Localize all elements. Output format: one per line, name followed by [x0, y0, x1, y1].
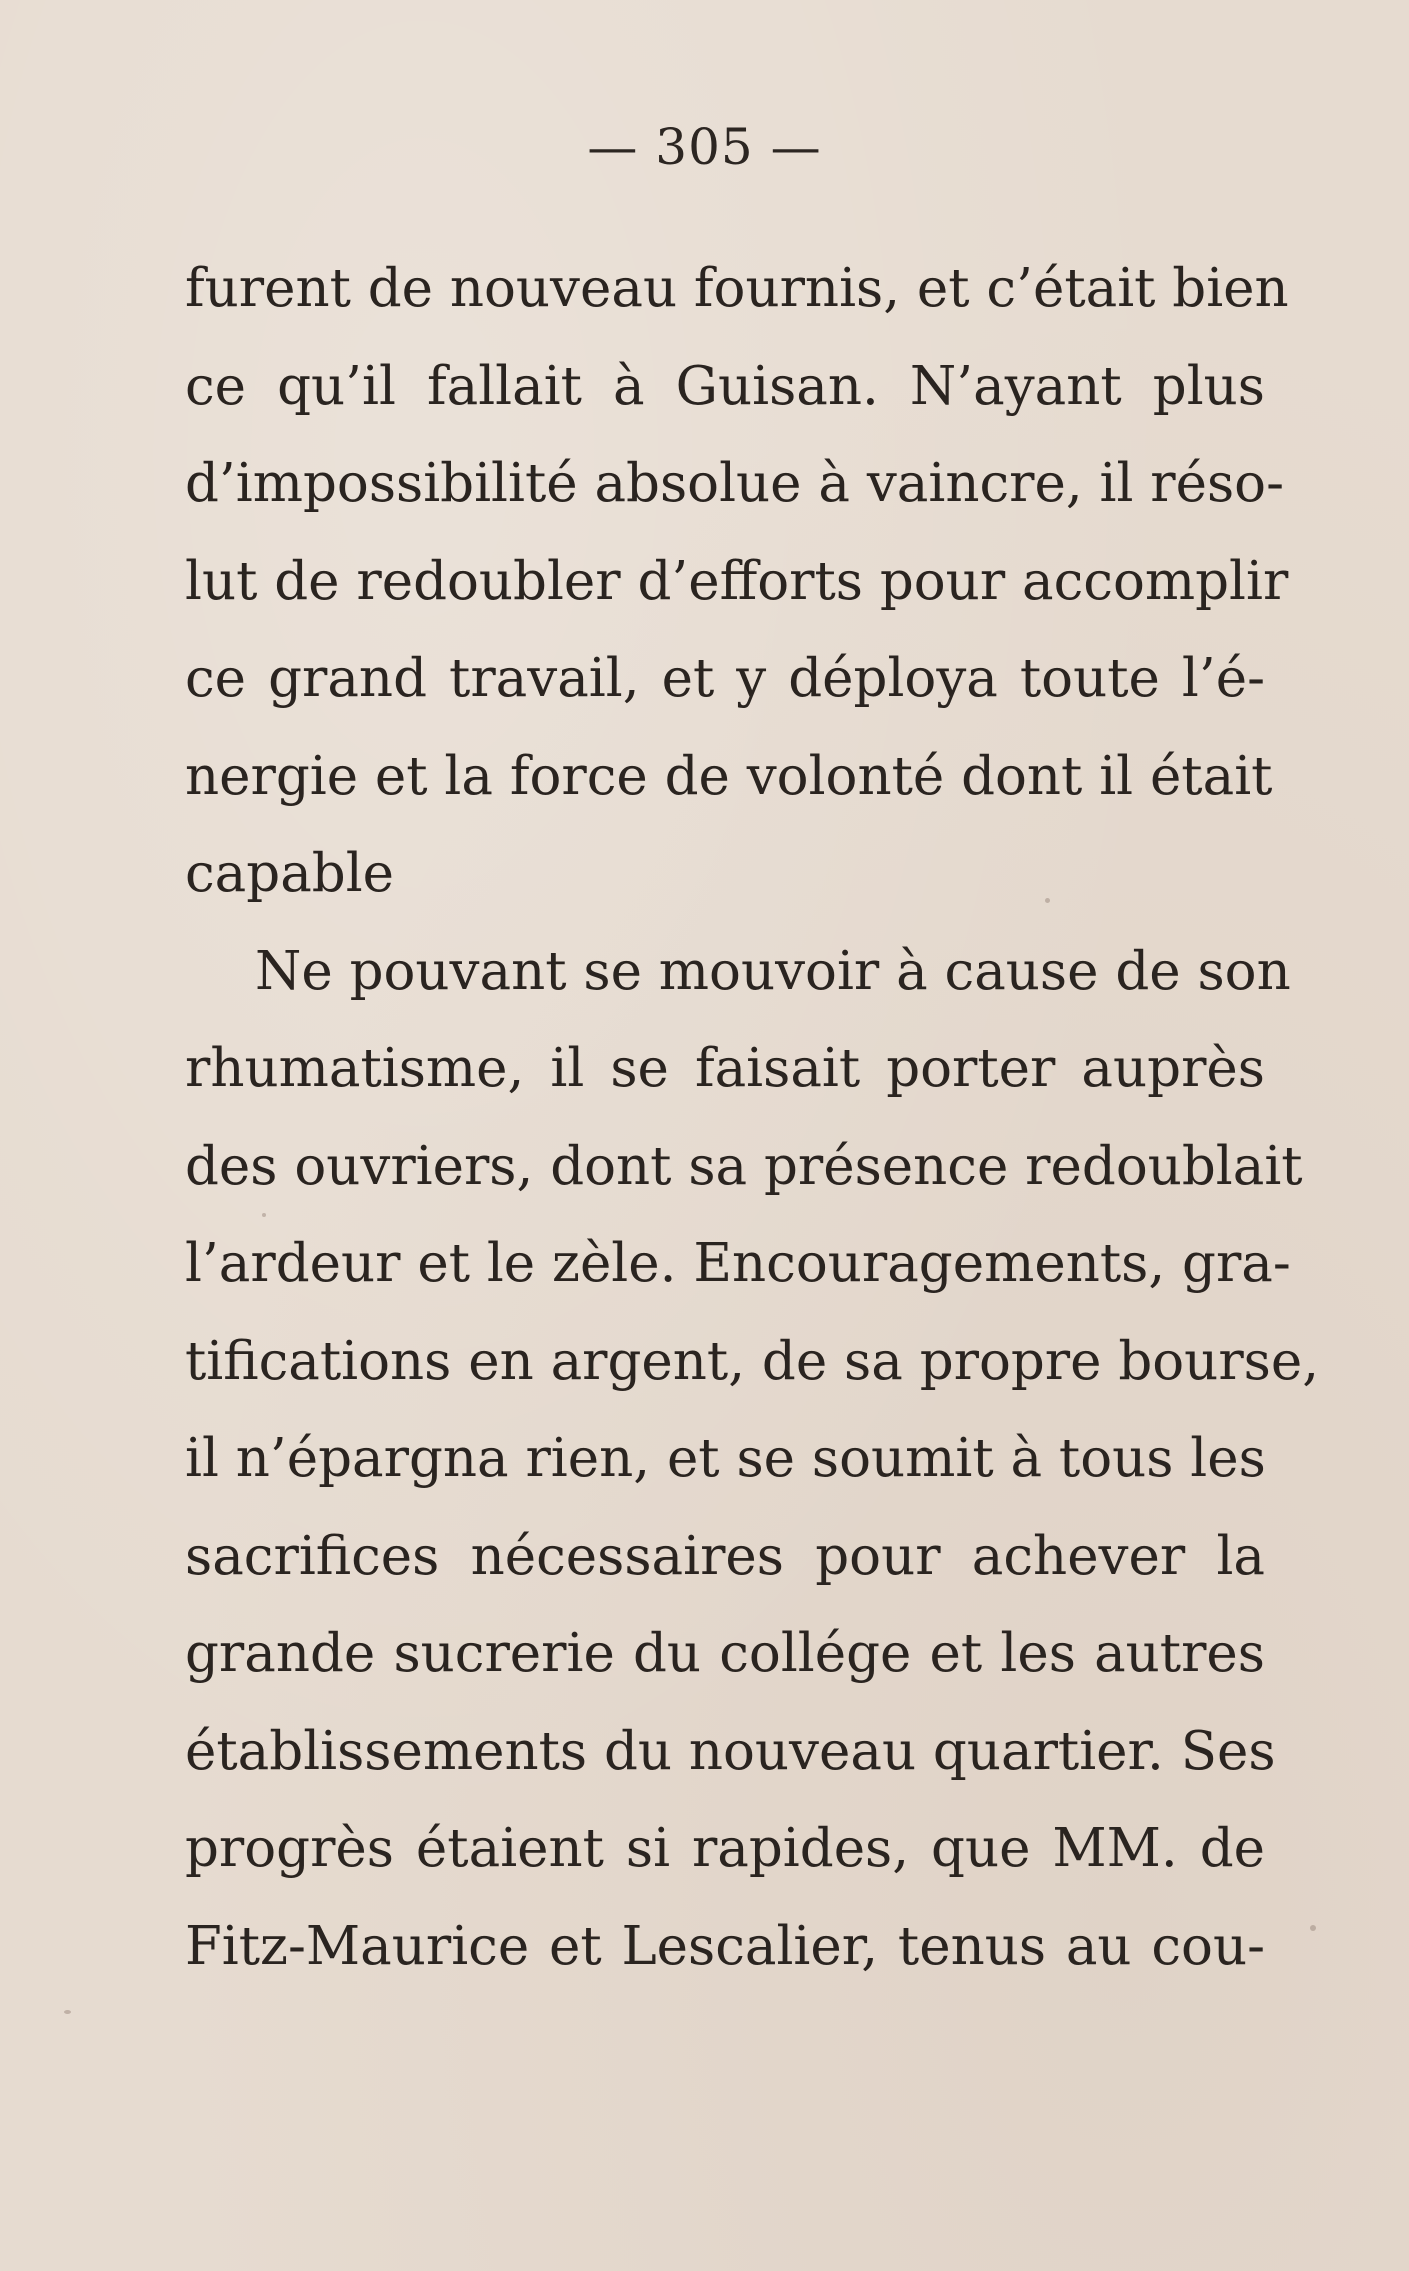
text-line: Fitz-Maurice et Lescalier, tenus au cou-: [185, 1915, 1265, 1977]
text-line: furent de nouveau fournis, et c’était bien: [185, 258, 1289, 319]
text-line: ce qu’il fallait à Guisan. N’ayant plus: [185, 355, 1265, 417]
page-number: — 305 —: [587, 118, 822, 176]
paper-speck: [1045, 898, 1050, 903]
text-line: sacrifices nécessaires pour achever la: [185, 1525, 1265, 1587]
paragraph-end-line: capable: [185, 843, 395, 904]
text-line: lut de redoubler d’efforts pour accomplir: [185, 550, 1289, 612]
paper-speck: [1310, 1925, 1316, 1931]
body-text: [185, 240, 1320, 1995]
text-line: grande sucrerie du collége et les autres: [185, 1623, 1265, 1684]
text-line: nergie et la force de volonté dont il était: [185, 745, 1273, 807]
text-line: ce grand travail, et y déploya toute l’é-: [185, 648, 1265, 709]
paper-speck: [64, 2010, 71, 2014]
text-line: tifications en argent, de sa propre bourse,: [185, 1330, 1320, 1392]
text-line: progrès étaient si rapides, que MM. de: [185, 1818, 1265, 1879]
paragraph-start-line: Ne pouvant se mouvoir à cause de son: [255, 940, 1291, 1002]
text-line: établissements du nouveau quartier. Ses: [185, 1720, 1276, 1782]
text-line: rhumatisme, il se faisait porter auprès: [185, 1038, 1265, 1099]
text-line: d’impossibilité absolue à vaincre, il réso-: [185, 453, 1284, 514]
text-line: l’ardeur et le zèle. Encouragements, gra-: [185, 1233, 1291, 1294]
text-line: des ouvriers, dont sa présence redoublait: [185, 1135, 1303, 1197]
text-line: il n’épargna rien, et se soumit à tous les: [185, 1428, 1266, 1489]
paper-speck: [262, 1213, 266, 1217]
